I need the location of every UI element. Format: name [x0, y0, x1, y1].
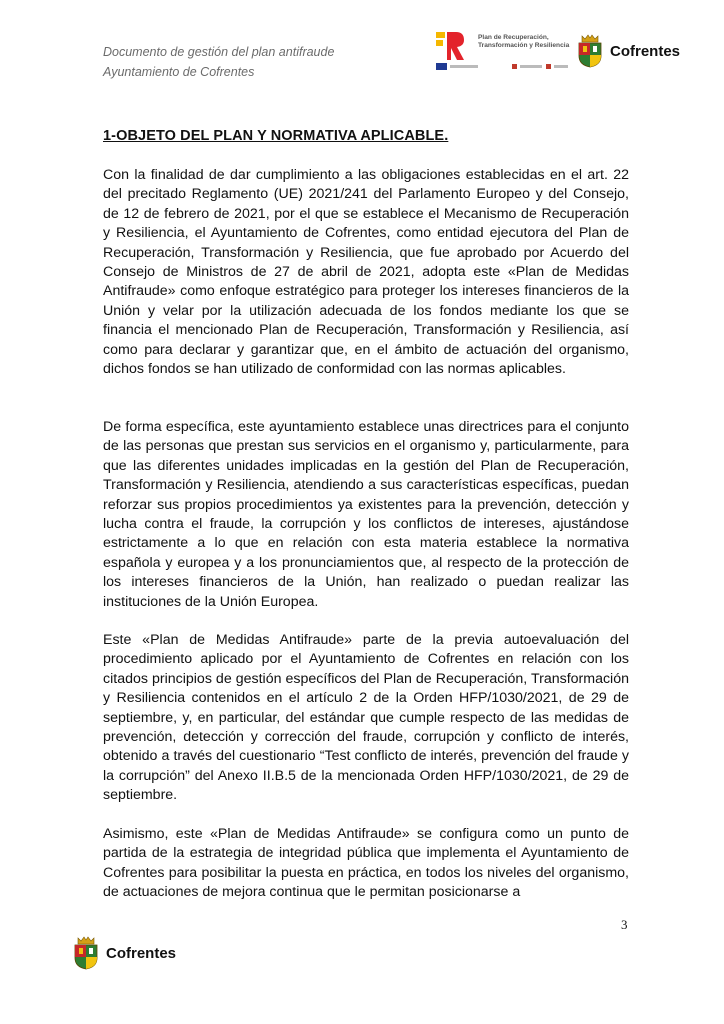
footer-brand-name: Cofrentes [106, 944, 177, 962]
paragraph-3: Este «Plan de Medidas Antifraude» parte de la previa autoevaluación del procedimiento aplicado por el Ayuntamiento de Cofrentes en relación con los citados principios de gestión específicos del Plan de Recuperación, Transformación y Resiliencia contenidos en el artículo 2 de la Orden HFP/1030/2021, de 29 de septiembre, y, en particular, del estándar que cumple respecto de las medidas de prevención, detección y corrección del fraude, corrupción y conflicto de interés, obtenido a través del cuestionario “Test conflicto de interés, prevención del fraude y la corrupción” del Anexo II.B.5 de la mencionada Orden HFP/1030/2021, de 29 de septiembre. [103, 632, 629, 804]
paragraph-2: De forma específica, este ayuntamiento establece unas directrices para el conjunto de las personas que prestan sus servicios en el organismo y, particularmente, para que las diferentes unidades implicadas en la gestión del Plan de Recuperación, Transformación y Resiliencia, atendiendo a sus características específicas, puedan reforzar sus propios procedimientos ya existentes para la prevención, detección y lucha contra el fraude, la corrupción y los conflictos de intereses, ajustándose estrictamente a lo que en relación con esta materia establece la normativa española y europea y a los pronunciamientos que, al respecto de la protección de los intereses financieros de la Unión, han realizado o puedan realizar las instituciones de la Unión Europea. [103, 419, 629, 610]
header-brand-name: Cofrentes [610, 42, 681, 60]
coat-of-arms-icon [576, 34, 604, 68]
paragraph-1: Con la finalidad de dar cumplimiento a las obligaciones establecidas en el art. 22 del precitado Reglamento (UE) 2021/241 del Parlamento Europeo y del Consejo, de 12 de febrero de 2021, por el que se establece el Mecanismo de Recuperación y Resiliencia, el Ayuntamiento de Cofrentes, como entidad ejecutora del Plan de Recuperación, Transformación y Resiliencia, que fue aprobado por Acuerdo del Consejo de Ministros de 27 de abril de 2021, adopta este «Plan de Medidas Antifraude» como enfoque estratégico para proteger los intereses financieros de la Unión y velar por la utilización adecuada de los fondos mediante los que se financia el mencionado Plan de Recuperación, Transformación y Resiliencia, así como para declarar y garantizar que, en el ámbito de actuación del organismo, dichos fondos se han utilizado de conformidad con las normas aplicables. [103, 167, 629, 378]
prtr-line-2: Transformación y Resiliencia [478, 42, 570, 49]
document-header [103, 42, 334, 82]
doc-title: Documento de gestión del plan antifraude [103, 45, 335, 59]
prtr-r-icon [436, 32, 466, 60]
footer-brand [72, 936, 176, 970]
doc-organization: Ayuntamiento de Cofrentes [103, 65, 255, 79]
prtr-line-1: Plan de Recuperación, [478, 34, 549, 41]
paragraph-4: Asimismo, este «Plan de Medidas Antifraude» se configura como un punto de partida de la estrategia de integridad pública que implementa el Ayuntamiento de Cofrentes para posibilitar la puesta en práctica, en todos los niveles del organismo, de actuaciones de mejora continua que le permitan posicionarse a [103, 826, 629, 901]
prtr-logo [436, 30, 570, 70]
header-brand [576, 34, 680, 68]
section-heading: 1-OBJETO DEL PLAN Y NORMATIVA APLICABLE. [103, 128, 449, 144]
coat-of-arms-icon [72, 936, 100, 970]
prtr-text [478, 34, 569, 50]
page-number: 3 [621, 917, 628, 932]
ministry-logos [450, 64, 570, 69]
eu-flag-icon [436, 63, 447, 70]
